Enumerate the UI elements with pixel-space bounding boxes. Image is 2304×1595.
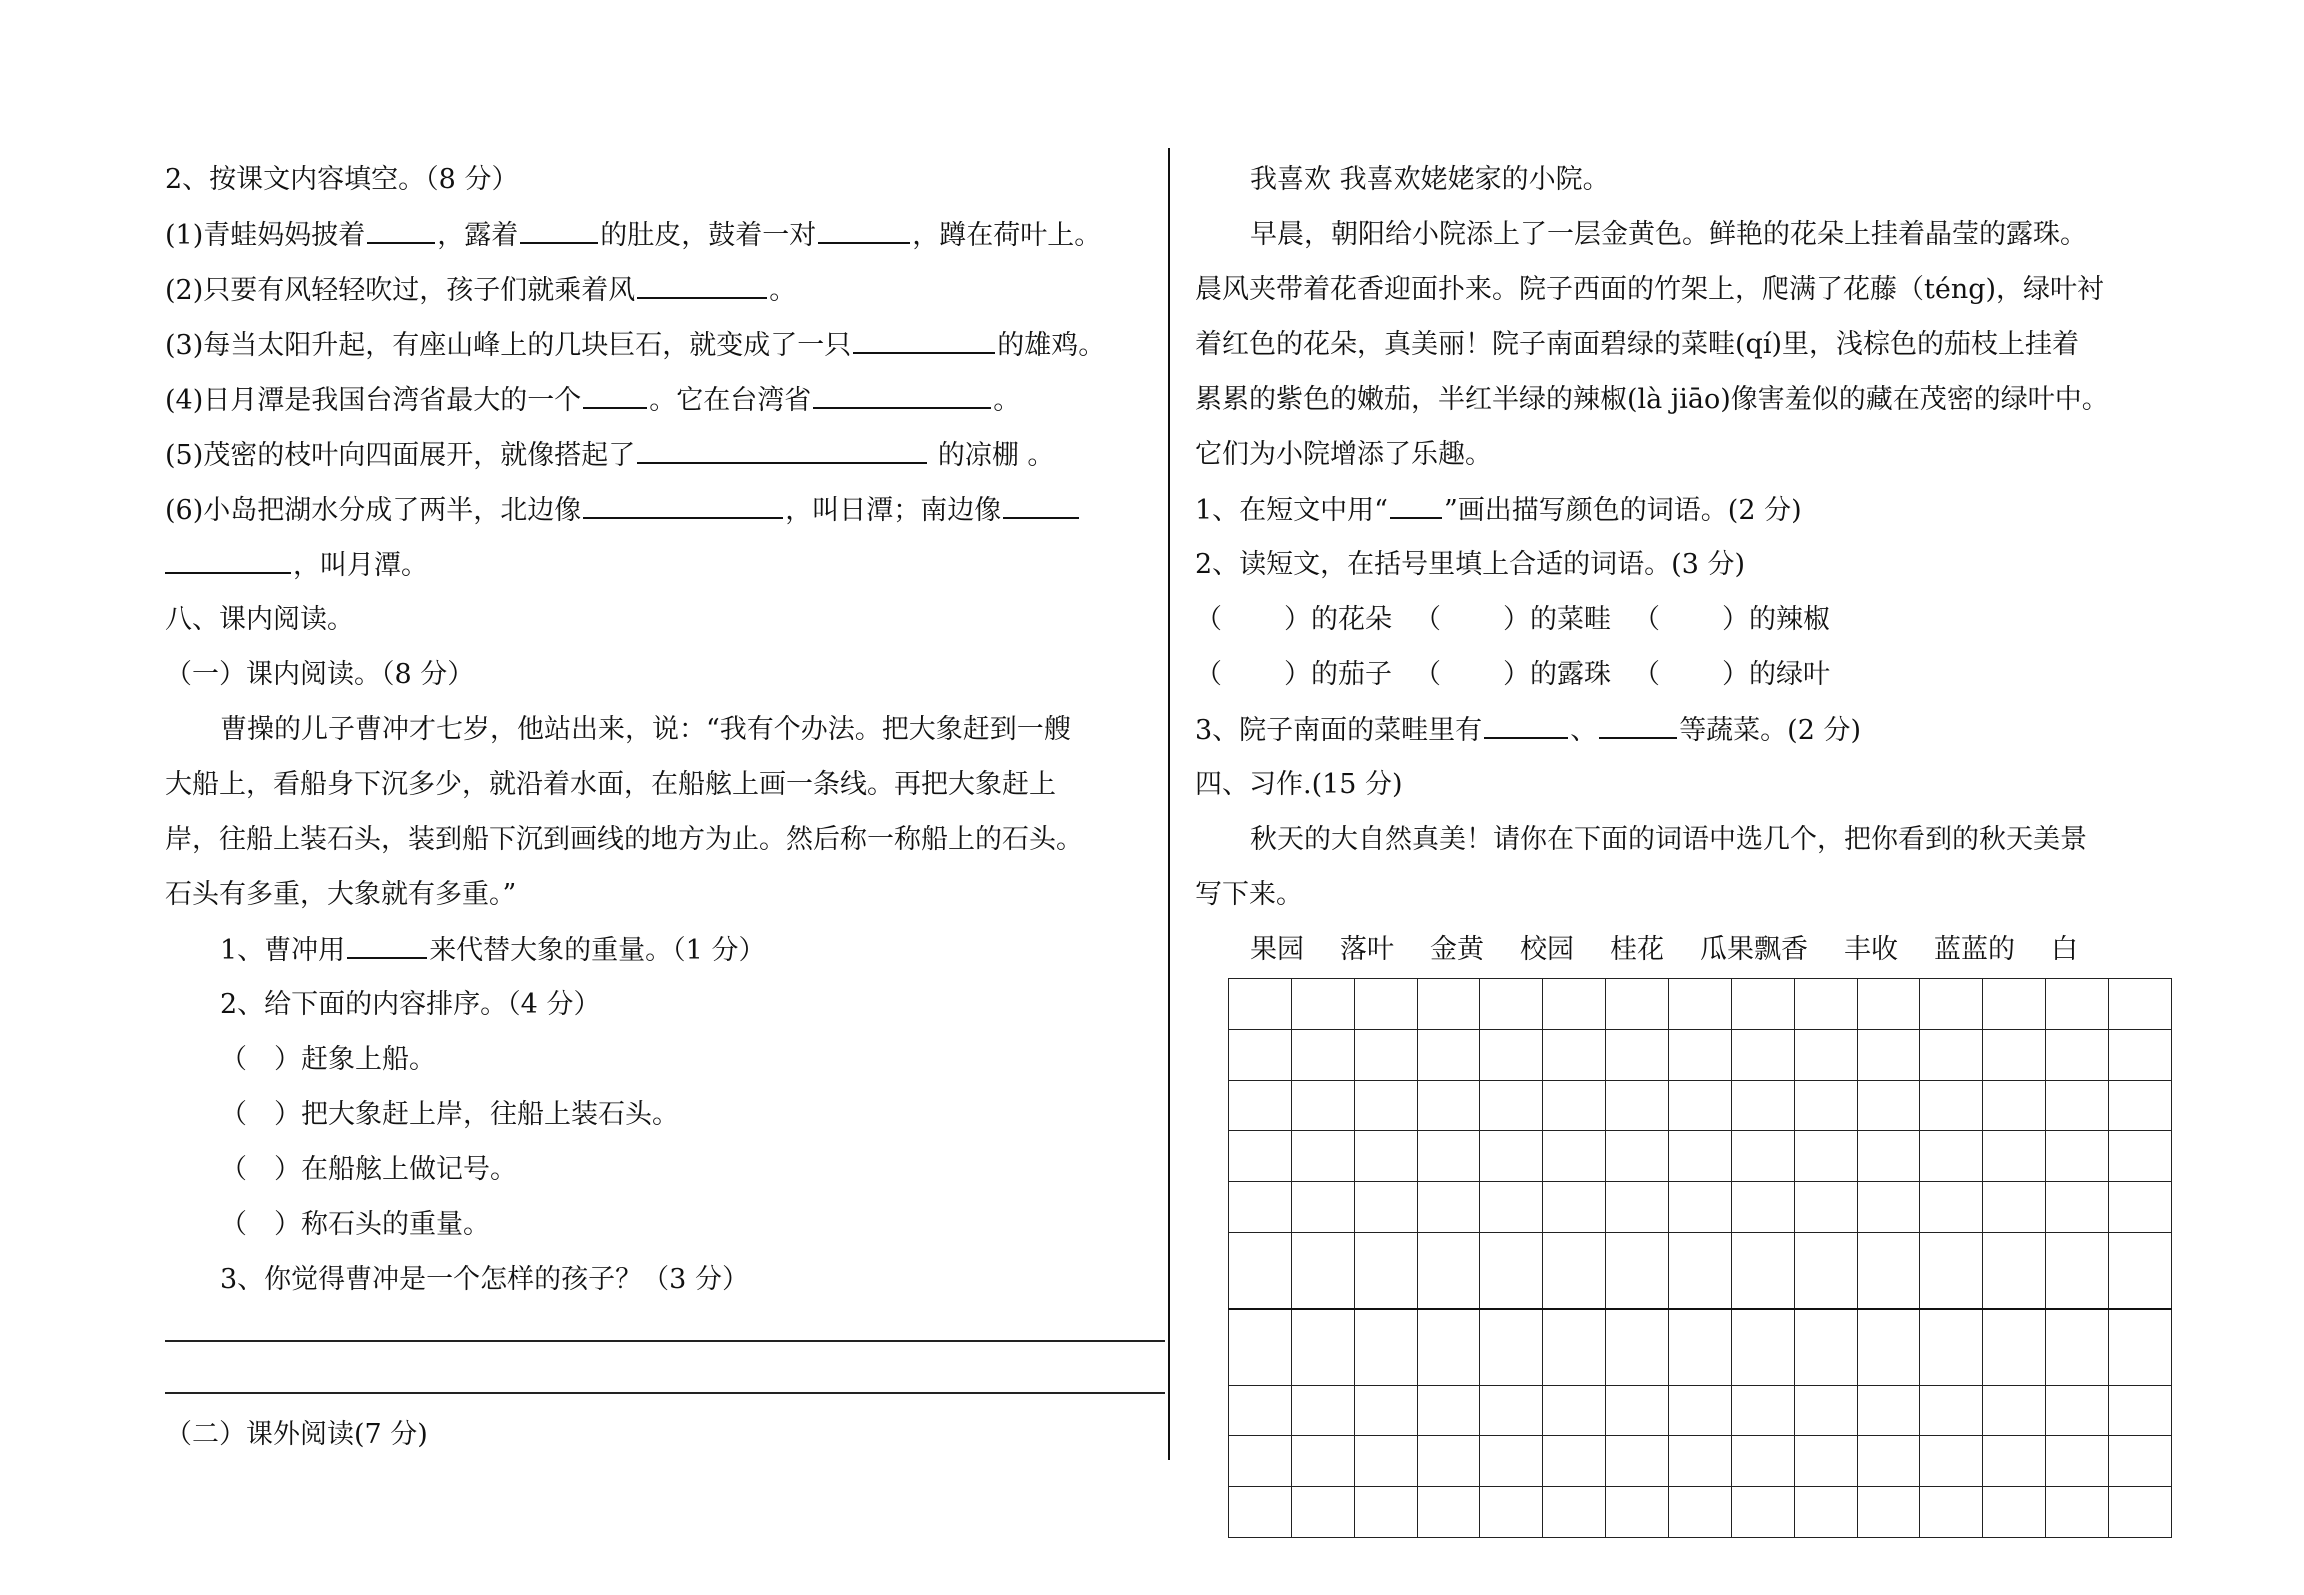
grid-cell[interactable] bbox=[1794, 1131, 1857, 1182]
fill-6-text-b: ，叫日潭；南边像 bbox=[785, 495, 1002, 526]
grid-cell[interactable] bbox=[1920, 1385, 1983, 1436]
fill-item-2 bbox=[165, 270, 796, 311]
grid-cell[interactable] bbox=[1229, 1487, 1292, 1538]
question-3 bbox=[1195, 710, 1861, 751]
grid-cell[interactable] bbox=[1354, 1029, 1417, 1080]
grid-cell[interactable] bbox=[1669, 1385, 1732, 1436]
grid-cell[interactable] bbox=[1606, 1233, 1669, 1309]
grid-cell[interactable] bbox=[1543, 1131, 1606, 1182]
grid-cell[interactable] bbox=[2109, 1131, 2172, 1182]
grid-cell[interactable] bbox=[1543, 1436, 1606, 1487]
grid-cell[interactable] bbox=[1480, 1029, 1543, 1080]
word-bank-item: 校园 bbox=[1520, 934, 1574, 965]
grid-cell[interactable] bbox=[1543, 1029, 1606, 1080]
fill-blank[interactable] bbox=[583, 380, 647, 409]
grid-cell[interactable] bbox=[1920, 1182, 1983, 1233]
grid-cell[interactable] bbox=[2046, 1029, 2109, 1080]
q1-text-a: 1、在短文中用“ bbox=[1195, 495, 1388, 526]
grid-cell[interactable] bbox=[1731, 1182, 1794, 1233]
grid-cell[interactable] bbox=[1291, 1182, 1354, 1233]
paren-open: （ bbox=[1195, 659, 1222, 690]
grid-cell[interactable] bbox=[1480, 1131, 1543, 1182]
grid-cell[interactable] bbox=[1606, 1131, 1669, 1182]
passage-title: 我喜欢 我喜欢姥姥家的小院。 bbox=[1250, 164, 1610, 195]
passage-line: 着红色的花朵，真美丽！院子南面碧绿的菜畦(qí)里，浅棕色的茄枝上挂着 bbox=[1195, 329, 2079, 360]
passage-line: 岸，往船上装石头，装到船下沉到画线的地方为止。然后称一称船上的石头。 bbox=[165, 824, 1083, 855]
grid-row bbox=[1229, 1233, 2172, 1309]
grid-cell[interactable] bbox=[1291, 1131, 1354, 1182]
fill-item-4 bbox=[165, 380, 1020, 421]
answer-line[interactable] bbox=[165, 1340, 1165, 1342]
fill-blank[interactable] bbox=[1484, 710, 1568, 739]
pair-word: 的辣椒 bbox=[1749, 604, 1830, 635]
fill-2-text-a: (2)只要有风轻轻吹过，孩子们就乘着风 bbox=[165, 275, 636, 306]
fill-blank[interactable] bbox=[347, 930, 427, 959]
grid-cell[interactable] bbox=[1731, 1436, 1794, 1487]
grid-cell[interactable] bbox=[2109, 1487, 2172, 1538]
grid-cell[interactable] bbox=[1983, 1080, 2046, 1131]
fill-blank[interactable] bbox=[520, 215, 598, 244]
grid-cell[interactable] bbox=[1543, 1233, 1606, 1309]
pair-word: 的绿叶 bbox=[1749, 659, 1830, 690]
grid-cell[interactable] bbox=[2046, 1080, 2109, 1131]
reading-question-1 bbox=[220, 930, 765, 971]
word-bank-item: 丰收 bbox=[1844, 934, 1898, 965]
grid-cell[interactable] bbox=[1354, 1487, 1417, 1538]
grid-cell[interactable] bbox=[1291, 1080, 1354, 1131]
grid-cell[interactable] bbox=[2046, 1309, 2109, 1385]
grid-cell[interactable] bbox=[1543, 1487, 1606, 1538]
grid-cell[interactable] bbox=[1417, 1436, 1480, 1487]
grid-cell[interactable] bbox=[1857, 1029, 1920, 1080]
grid-cell[interactable] bbox=[1291, 1487, 1354, 1538]
grid-cell[interactable] bbox=[1417, 1131, 1480, 1182]
grid-cell[interactable] bbox=[1229, 1233, 1292, 1309]
underline-sample bbox=[1390, 490, 1442, 519]
grid-cell[interactable] bbox=[1983, 1233, 2046, 1309]
grid-cell[interactable] bbox=[1731, 1385, 1794, 1436]
question-2-title: 2、按课文内容填空。（8 分） bbox=[165, 164, 519, 195]
grid-cell[interactable] bbox=[2109, 1233, 2172, 1309]
grid-cell[interactable] bbox=[1606, 1182, 1669, 1233]
reading-1-title: （一）课内阅读。（8 分） bbox=[165, 659, 475, 690]
grid-cell[interactable] bbox=[1480, 1233, 1543, 1309]
grid-cell[interactable] bbox=[1229, 1182, 1292, 1233]
grid-cell[interactable] bbox=[1857, 1080, 1920, 1131]
grid-cell[interactable] bbox=[1669, 1080, 1732, 1131]
passage-line: 大船上，看船身下沉多少，就沿着水面，在船舷上画一条线。再把大象赶上 bbox=[165, 769, 1056, 800]
fill-4-text-b: 。它在台湾省 bbox=[649, 385, 812, 416]
grid-cell[interactable] bbox=[1291, 979, 1354, 1030]
fill-blank[interactable] bbox=[367, 215, 435, 244]
grid-cell[interactable] bbox=[1920, 1436, 1983, 1487]
grid-cell[interactable] bbox=[1606, 1487, 1669, 1538]
grid-cell[interactable] bbox=[1794, 979, 1857, 1030]
grid-cell[interactable] bbox=[1731, 1131, 1794, 1182]
grid-cell[interactable] bbox=[1417, 1233, 1480, 1309]
fill-item-1 bbox=[165, 215, 1101, 256]
grid-cell[interactable] bbox=[1794, 1309, 1857, 1385]
grid-cell[interactable] bbox=[1229, 1131, 1292, 1182]
grid-cell[interactable] bbox=[1794, 1182, 1857, 1233]
word-bank-item: 金黄 bbox=[1430, 934, 1484, 965]
grid-cell[interactable] bbox=[1480, 1436, 1543, 1487]
grid-cell[interactable] bbox=[1669, 1182, 1732, 1233]
grid-cell[interactable] bbox=[1417, 1182, 1480, 1233]
grid-row bbox=[1229, 1385, 2172, 1436]
q1-text-b: ”画出描写颜色的词语。(2 分) bbox=[1443, 495, 1802, 526]
paren-close: ） bbox=[1722, 659, 1749, 690]
passage-line: 石头有多重，大象就有多重。” bbox=[165, 879, 517, 910]
grid-cell[interactable] bbox=[1543, 979, 1606, 1030]
fill-item-6-cont bbox=[165, 545, 428, 586]
grid-cell[interactable] bbox=[1857, 979, 1920, 1030]
grid-cell[interactable] bbox=[1543, 1182, 1606, 1233]
grid-cell[interactable] bbox=[1983, 1309, 2046, 1385]
paren-open: （ bbox=[1633, 604, 1660, 635]
grid-cell[interactable] bbox=[1983, 1487, 2046, 1538]
grid-cell[interactable] bbox=[1920, 979, 1983, 1030]
grid-cell[interactable] bbox=[1417, 1385, 1480, 1436]
grid-cell[interactable] bbox=[2046, 1233, 2109, 1309]
fill-blank[interactable] bbox=[637, 435, 927, 464]
grid-cell[interactable] bbox=[1794, 1029, 1857, 1080]
grid-cell[interactable] bbox=[1480, 979, 1543, 1030]
fill-item-3 bbox=[165, 325, 1105, 366]
pair-word: 的菜畦 bbox=[1530, 604, 1611, 635]
grid-cell[interactable] bbox=[2109, 1182, 2172, 1233]
grid-cell[interactable] bbox=[1669, 1487, 1732, 1538]
grid-cell[interactable] bbox=[1354, 1309, 1417, 1385]
rq1-text-a: 1、曹冲用 bbox=[220, 935, 346, 966]
reading-question-2: 2、给下面的内容排序。（4 分） bbox=[220, 989, 601, 1020]
grid-cell[interactable] bbox=[1417, 1487, 1480, 1538]
grid-cell[interactable] bbox=[2109, 1309, 2172, 1385]
grid-cell[interactable] bbox=[1417, 1029, 1480, 1080]
grid-cell[interactable] bbox=[1983, 1029, 2046, 1080]
word-bank-item: 果园 bbox=[1250, 934, 1304, 965]
grid-cell[interactable] bbox=[1291, 1436, 1354, 1487]
grid-cell[interactable] bbox=[1983, 1385, 2046, 1436]
q3-text-c: 等蔬菜。(2 分) bbox=[1679, 715, 1862, 746]
passage-line: 累累的紫色的嫩茄，半红半绿的辣椒(là jiāo)像害羞似的藏在茂密的绿叶中。 bbox=[1195, 384, 2109, 415]
word-bank-item: 落叶 bbox=[1340, 934, 1394, 965]
pair-word: 的露珠 bbox=[1530, 659, 1611, 690]
grid-cell[interactable] bbox=[1857, 1436, 1920, 1487]
passage-line: 曹操的儿子曹冲才七岁，他站出来，说：“我有个办法。把大象赶到一艘 bbox=[220, 714, 1071, 745]
paren-close: ） bbox=[1284, 604, 1311, 635]
grid-cell[interactable] bbox=[1354, 1080, 1417, 1131]
grid-cell[interactable] bbox=[2046, 1436, 2109, 1487]
grid-cell[interactable] bbox=[1229, 1436, 1292, 1487]
order-item[interactable]: （ ）赶象上船。 bbox=[220, 1044, 436, 1075]
grid-cell[interactable] bbox=[1606, 1385, 1669, 1436]
grid-cell[interactable] bbox=[2109, 979, 2172, 1030]
grid-cell[interactable] bbox=[1417, 1309, 1480, 1385]
grid-cell[interactable] bbox=[1669, 1029, 1732, 1080]
grid-cell[interactable] bbox=[1229, 1385, 1292, 1436]
word-bank-item: 瓜果飘香 bbox=[1700, 934, 1808, 965]
grid-cell[interactable] bbox=[2109, 1080, 2172, 1131]
grid-cell[interactable] bbox=[1354, 1385, 1417, 1436]
pair-word: 的茄子 bbox=[1311, 659, 1392, 690]
grid-cell[interactable] bbox=[1291, 1385, 1354, 1436]
grid-row bbox=[1229, 1182, 2172, 1233]
reading-2-title: （二）课外阅读(7 分) bbox=[165, 1419, 428, 1450]
grid-cell[interactable] bbox=[1417, 979, 1480, 1030]
grid-cell[interactable] bbox=[2046, 1131, 2109, 1182]
fill-blank[interactable] bbox=[1599, 710, 1677, 739]
grid-cell[interactable] bbox=[1857, 1233, 1920, 1309]
fill-blank[interactable] bbox=[813, 380, 991, 409]
grid-cell[interactable] bbox=[2046, 1182, 2109, 1233]
grid-cell[interactable] bbox=[1543, 1309, 1606, 1385]
order-item[interactable]: （ ）称石头的重量。 bbox=[220, 1209, 490, 1240]
grid-row bbox=[1229, 1487, 2172, 1538]
fill-1-text-b: ，露着 bbox=[437, 220, 519, 251]
grid-row bbox=[1229, 979, 2172, 1030]
grid-cell[interactable] bbox=[1229, 1080, 1292, 1131]
fill-5-text-b: 的凉棚 。 bbox=[929, 440, 1055, 471]
fill-1-text-c: 的肚皮，鼓着一对 bbox=[600, 220, 817, 251]
grid-cell[interactable] bbox=[1731, 1233, 1794, 1309]
fill-item-5 bbox=[165, 435, 1054, 476]
fill-blank[interactable] bbox=[165, 545, 291, 574]
paren-open: （ bbox=[1195, 604, 1222, 635]
q3-text-a: 3、院子南面的菜畦里有 bbox=[1195, 715, 1483, 746]
question-1 bbox=[1195, 490, 1802, 531]
pair-row-2 bbox=[1195, 655, 1830, 695]
fill-5-text-a: (5)茂密的枝叶向四面展开，就像搭起了 bbox=[165, 440, 636, 471]
paren-close: ） bbox=[1503, 604, 1530, 635]
column-divider bbox=[1168, 148, 1170, 1460]
word-bank-item: 蓝蓝的 bbox=[1934, 934, 2015, 965]
grid-cell[interactable] bbox=[2109, 1385, 2172, 1436]
grid-cell[interactable] bbox=[1606, 1080, 1669, 1131]
grid-cell[interactable] bbox=[1794, 1487, 1857, 1538]
answer-line[interactable] bbox=[165, 1392, 1165, 1394]
section-8-title: 八、课内阅读。 bbox=[165, 604, 354, 635]
grid-cell[interactable] bbox=[2046, 979, 2109, 1030]
fill-4-text-c: 。 bbox=[993, 385, 1021, 416]
fill-blank[interactable] bbox=[1003, 490, 1079, 519]
grid-cell[interactable] bbox=[1920, 1487, 1983, 1538]
grid-cell[interactable] bbox=[1354, 1131, 1417, 1182]
grid-cell[interactable] bbox=[1920, 1080, 1983, 1131]
grid-cell[interactable] bbox=[1229, 979, 1292, 1030]
grid-cell[interactable] bbox=[1857, 1131, 1920, 1182]
question-2: 2、读短文，在括号里填上合适的词语。(3 分) bbox=[1195, 549, 1746, 580]
word-bank bbox=[1250, 930, 2114, 970]
grid-cell[interactable] bbox=[1669, 1436, 1732, 1487]
grid-cell[interactable] bbox=[2109, 1436, 2172, 1487]
grid-cell[interactable] bbox=[1291, 1029, 1354, 1080]
paren-open: （ bbox=[1414, 604, 1441, 635]
passage-line: 它们为小院增添了乐趣。 bbox=[1195, 439, 1492, 470]
paren-close: ） bbox=[1284, 659, 1311, 690]
paren-close: ） bbox=[1722, 604, 1749, 635]
passage-line: 早晨，朝阳给小院添上了一层金黄色。鲜艳的花朵上挂着晶莹的露珠。 bbox=[1250, 219, 2087, 250]
fill-3-text-b: 的雄鸡。 bbox=[997, 330, 1106, 361]
grid-row bbox=[1229, 1309, 2172, 1385]
grid-cell[interactable] bbox=[1543, 1080, 1606, 1131]
grid-cell[interactable] bbox=[1229, 1309, 1292, 1385]
fill-6-text-a: (6)小岛把湖水分成了两半，北边像 bbox=[165, 495, 582, 526]
grid-cell[interactable] bbox=[1857, 1309, 1920, 1385]
grid-cell[interactable] bbox=[1920, 1309, 1983, 1385]
grid-cell[interactable] bbox=[1794, 1385, 1857, 1436]
grid-cell[interactable] bbox=[1606, 1309, 1669, 1385]
pair-word: 的花朵 bbox=[1311, 604, 1392, 635]
grid-cell[interactable] bbox=[1731, 1309, 1794, 1385]
paren-close: ） bbox=[1503, 659, 1530, 690]
grid-cell[interactable] bbox=[2046, 1385, 2109, 1436]
grid-cell[interactable] bbox=[1480, 1385, 1543, 1436]
grid-cell[interactable] bbox=[1669, 1233, 1732, 1309]
grid-cell[interactable] bbox=[1543, 1385, 1606, 1436]
reading-question-3: 3、你觉得曹冲是一个怎样的孩子？（3 分） bbox=[220, 1264, 749, 1295]
grid-cell[interactable] bbox=[2046, 1487, 2109, 1538]
fill-item-6 bbox=[165, 490, 1081, 531]
grid-cell[interactable] bbox=[1731, 979, 1794, 1030]
grid-cell[interactable] bbox=[1354, 979, 1417, 1030]
grid-cell[interactable] bbox=[1983, 979, 2046, 1030]
fill-4-text-a: (4)日月潭是我国台湾省最大的一个 bbox=[165, 385, 582, 416]
paren-open: （ bbox=[1414, 659, 1441, 690]
composition-prompt: 写下来。 bbox=[1195, 879, 1303, 910]
fill-blank[interactable] bbox=[818, 215, 910, 244]
word-bank-item: 白 bbox=[2051, 934, 2078, 965]
grid-cell[interactable] bbox=[1480, 1080, 1543, 1131]
grid-cell[interactable] bbox=[1606, 979, 1669, 1030]
grid-cell[interactable] bbox=[1857, 1487, 1920, 1538]
grid-cell[interactable] bbox=[1920, 1233, 1983, 1309]
grid-cell[interactable] bbox=[1669, 1309, 1732, 1385]
grid-cell[interactable] bbox=[1291, 1309, 1354, 1385]
grid-row bbox=[1229, 1029, 2172, 1080]
grid-cell[interactable] bbox=[1669, 1131, 1732, 1182]
grid-cell[interactable] bbox=[1983, 1182, 2046, 1233]
grid-cell[interactable] bbox=[1669, 979, 1732, 1030]
passage-line: 晨风夹带着花香迎面扑来。院子西面的竹架上，爬满了花藤（téng)，绿叶衬 bbox=[1195, 274, 2105, 305]
fill-7-text-b: ，叫月潭。 bbox=[293, 550, 428, 581]
grid-cell[interactable] bbox=[1857, 1385, 1920, 1436]
grid-cell[interactable] bbox=[1291, 1233, 1354, 1309]
composition-grid[interactable] bbox=[1228, 978, 2172, 1538]
grid-cell[interactable] bbox=[1794, 1080, 1857, 1131]
grid-cell[interactable] bbox=[1354, 1233, 1417, 1309]
grid-cell[interactable] bbox=[1983, 1131, 2046, 1182]
word-bank-item: 桂花 bbox=[1610, 934, 1664, 965]
grid-cell[interactable] bbox=[1480, 1487, 1543, 1538]
order-item[interactable]: （ ）把大象赶上岸，往船上装石头。 bbox=[220, 1099, 679, 1130]
grid-cell[interactable] bbox=[1480, 1309, 1543, 1385]
pair-row-1 bbox=[1195, 600, 1830, 640]
composition-grid-table[interactable] bbox=[1228, 978, 2172, 1538]
order-item[interactable]: （ ）在船舷上做记号。 bbox=[220, 1154, 517, 1185]
grid-cell[interactable] bbox=[1480, 1182, 1543, 1233]
q3-text-b: 、 bbox=[1570, 715, 1598, 746]
grid-row bbox=[1229, 1080, 2172, 1131]
paren-open: （ bbox=[1633, 659, 1660, 690]
fill-1-text-a: (1)青蛙妈妈披着 bbox=[165, 220, 366, 251]
fill-blank[interactable] bbox=[637, 270, 767, 299]
grid-cell[interactable] bbox=[1920, 1131, 1983, 1182]
rq1-text-b: 来代替大象的重量。（1 分） bbox=[429, 935, 766, 966]
grid-cell[interactable] bbox=[1920, 1029, 1983, 1080]
grid-cell[interactable] bbox=[1229, 1029, 1292, 1080]
fill-blank[interactable] bbox=[853, 325, 995, 354]
fill-1-text-d: ，蹲在荷叶上。 bbox=[912, 220, 1102, 251]
grid-row bbox=[1229, 1436, 2172, 1487]
section-4-title: 四、习作.(15 分) bbox=[1195, 769, 1403, 800]
grid-cell[interactable] bbox=[1794, 1233, 1857, 1309]
fill-2-text-b: 。 bbox=[769, 275, 797, 306]
grid-cell[interactable] bbox=[1794, 1436, 1857, 1487]
grid-cell[interactable] bbox=[1354, 1436, 1417, 1487]
grid-cell[interactable] bbox=[2109, 1029, 2172, 1080]
grid-cell[interactable] bbox=[1731, 1029, 1794, 1080]
grid-cell[interactable] bbox=[1354, 1182, 1417, 1233]
grid-row bbox=[1229, 1131, 2172, 1182]
grid-cell[interactable] bbox=[1983, 1436, 2046, 1487]
grid-cell[interactable] bbox=[1731, 1487, 1794, 1538]
grid-cell[interactable] bbox=[1857, 1182, 1920, 1233]
grid-cell[interactable] bbox=[1731, 1080, 1794, 1131]
fill-blank[interactable] bbox=[583, 490, 783, 519]
grid-cell[interactable] bbox=[1417, 1080, 1480, 1131]
grid-cell[interactable] bbox=[1606, 1436, 1669, 1487]
composition-prompt: 秋天的大自然真美！请你在下面的词语中选几个，把你看到的秋天美景 bbox=[1250, 824, 2087, 855]
fill-3-text-a: (3)每当太阳升起，有座山峰上的几块巨石，就变成了一只 bbox=[165, 330, 852, 361]
grid-cell[interactable] bbox=[1606, 1029, 1669, 1080]
